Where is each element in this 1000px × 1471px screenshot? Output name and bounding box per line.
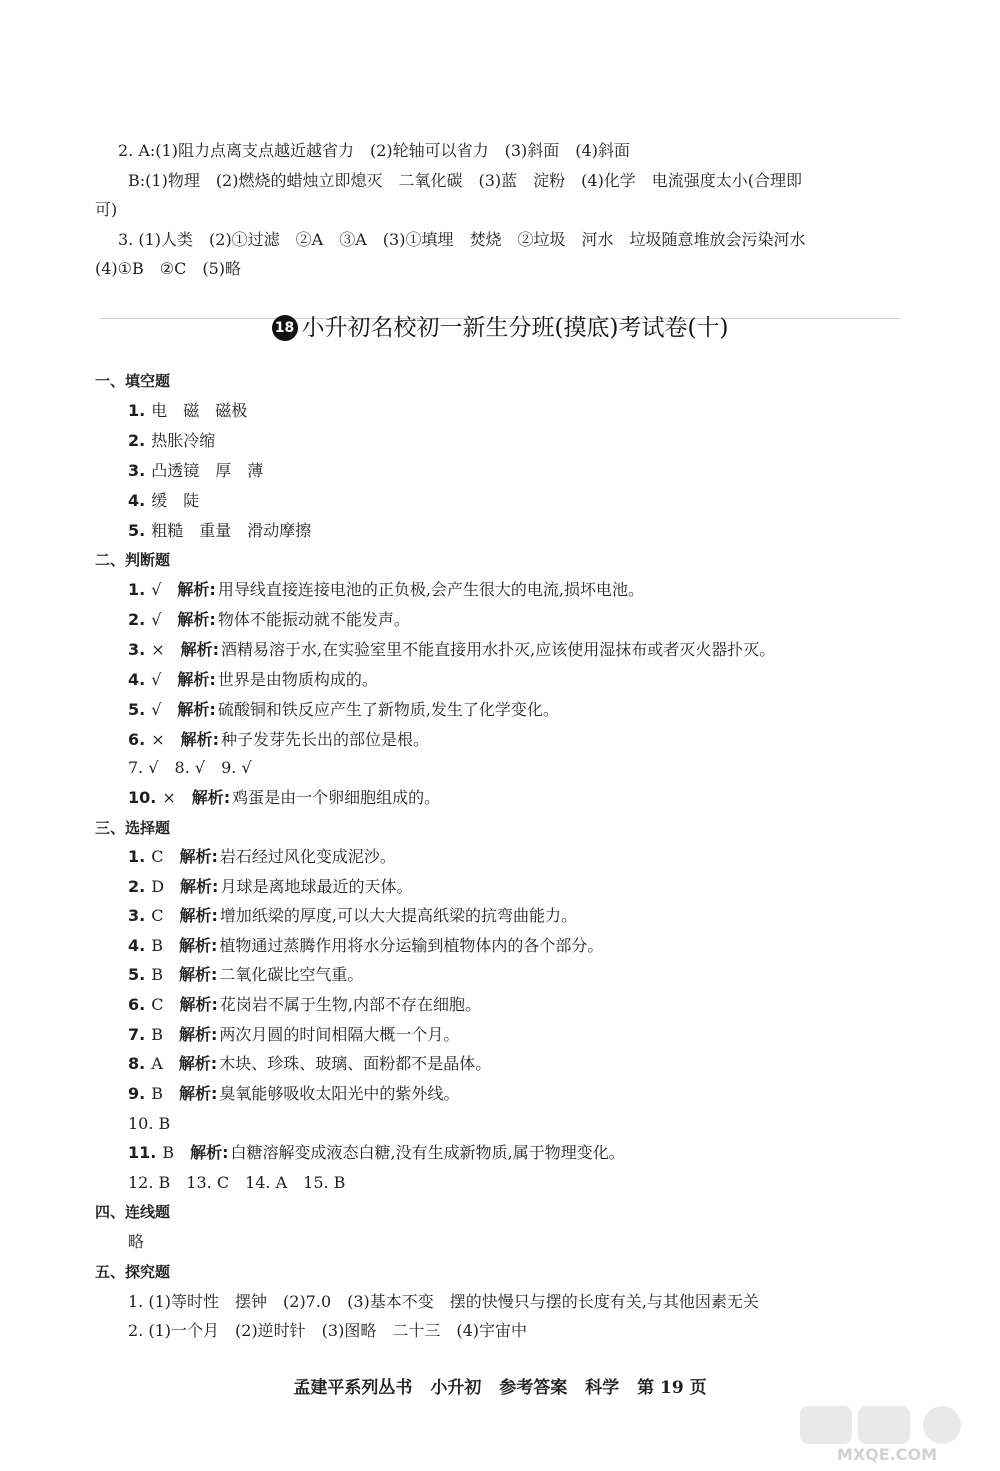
heading-fill-blank: 一、填空题	[95, 372, 171, 390]
item-number: 9.	[128, 1083, 146, 1103]
analysis-text: 臭氧能够吸收太阳光中的紫外线。	[219, 1083, 460, 1103]
analysis-label: 解析:	[180, 876, 219, 896]
item-number: 5.	[128, 700, 146, 719]
item-number: 4.	[128, 670, 146, 689]
tf-10-text: 鸡蛋是由一个卵细胞组成的。	[232, 788, 441, 807]
tf-10-number: 10.	[128, 788, 157, 807]
choice-row	[128, 935, 603, 957]
choice-row-10: 10. B	[128, 1114, 171, 1133]
item-answer: 电 磁 磁极	[151, 401, 248, 420]
item-number: 8.	[128, 1054, 146, 1074]
fill-blank-row	[128, 400, 247, 422]
fill-blank-row	[128, 460, 263, 482]
inquiry-q1: 1. (1)等时性 摆钟 (2)7.0 (3)基本不变 摆的快慢只与摆的长度有关,与其他因素无关	[128, 1292, 759, 1311]
footer-series: 孟建平系列丛书	[293, 1378, 413, 1398]
item-answer: √	[151, 700, 162, 719]
analysis-text: 种子发芽先长出的部位是根。	[221, 730, 430, 749]
item-answer: ×	[151, 730, 165, 749]
item-answer: B	[151, 1024, 163, 1044]
item-answer: 热胀冷缩	[151, 431, 216, 450]
item-answer: C	[151, 995, 164, 1014]
item-number: 1.	[128, 847, 146, 866]
item-number: 2.	[128, 876, 146, 896]
analysis-label: 解析:	[179, 847, 218, 866]
tf-row-7-9: 7. √ 8. √ 9. √	[128, 758, 252, 777]
analysis-label: 解析:	[177, 670, 216, 689]
watermark-text: MXQE.COM	[836, 1445, 938, 1464]
item-number: 2.	[128, 431, 146, 450]
heading-true-false: 二、判断题	[95, 551, 171, 569]
analysis-label: 解析:	[178, 935, 218, 955]
item-number: 5.	[128, 521, 146, 540]
choice-11-label: 解析:	[190, 1143, 229, 1162]
analysis-label: 解析:	[179, 906, 218, 926]
tf-row-10	[128, 787, 440, 809]
analysis-text: 花岗岩不属于生物,内部不存在细胞。	[219, 995, 481, 1014]
item-answer: √	[151, 580, 162, 599]
item-answer: B	[151, 965, 163, 985]
item-number: 1.	[128, 401, 146, 420]
heading-choice: 三、选择题	[95, 819, 171, 837]
analysis-text: 增加纸梁的厚度,可以大大提高纸梁的抗弯曲能力。	[219, 906, 577, 926]
analysis-label: 解析:	[177, 580, 216, 599]
tf-10-answer: ×	[162, 788, 176, 807]
item-answer: √	[151, 670, 162, 689]
title-number-badge: 18	[272, 315, 298, 341]
title-text: 小升初名校初一新生分班(摸底)考试卷(十)	[301, 315, 729, 341]
choice-row	[128, 1083, 459, 1105]
choice-row	[128, 1024, 459, 1046]
analysis-text: 月球是离地球最近的天体。	[220, 876, 413, 896]
analysis-text: 硫酸铜和铁反应产生了新物质,发生了化学变化。	[217, 700, 559, 719]
item-number: 3.	[128, 906, 146, 926]
analysis-text: 二氧化碳比空气重。	[219, 965, 364, 985]
fill-blank-row	[128, 430, 215, 452]
item-number: 4.	[128, 491, 146, 510]
prev-q2b-line2: 可)	[95, 200, 118, 219]
item-answer: 缓 陡	[151, 491, 200, 510]
analysis-text: 世界是由物质构成的。	[217, 670, 378, 689]
item-number: 3.	[128, 640, 146, 659]
true-false-row	[128, 699, 559, 721]
prev-q2b-line1: B:(1)物理 (2)燃烧的蜡烛立即熄灭 二氧化碳 (3)蓝 淀粉 (4)化学 电流强度太小(合理即	[128, 171, 803, 190]
analysis-text: 酒精易溶于水,在实验室里不能直接用水扑灭,应该使用湿抹布或者灭火器扑灭。	[221, 640, 776, 659]
item-answer: D	[151, 876, 165, 896]
analysis-label: 解析:	[180, 640, 220, 659]
analysis-label: 解析:	[179, 995, 218, 1014]
choice-row	[128, 846, 396, 868]
choice-row	[128, 964, 363, 986]
choice-row-11	[128, 1142, 625, 1164]
item-number: 3.	[128, 461, 146, 480]
inquiry-q2: 2. (1)一个月 (2)逆时针 (3)图略 二十三 (4)宇宙中	[128, 1321, 528, 1340]
item-answer: ×	[151, 640, 165, 659]
item-number: 5.	[128, 965, 146, 985]
item-answer: C	[151, 906, 164, 926]
fill-blank-row	[128, 490, 199, 512]
tf-10-label: 解析:	[191, 788, 231, 807]
page-title	[0, 312, 1000, 344]
true-false-row	[128, 609, 410, 631]
choice-11-text: 白糖溶解变成液态白糖,没有生成新物质,属于物理变化。	[230, 1143, 625, 1162]
item-answer: 粗糙 重量 滑动摩擦	[151, 521, 312, 540]
analysis-text: 两次月圆的时间相隔大概一个月。	[219, 1024, 460, 1044]
prev-q2a: 2. A:(1)阻力点离支点越近越省力 (2)轮轴可以省力 (3)斜面 (4)斜面	[118, 141, 630, 160]
analysis-text: 物体不能振动就不能发声。	[217, 610, 410, 629]
heading-inquiry: 五、探究题	[95, 1263, 171, 1281]
analysis-label: 解析:	[178, 965, 218, 985]
item-answer: B	[151, 1083, 163, 1103]
footer-grade: 小升初	[430, 1378, 482, 1398]
analysis-label: 解析:	[177, 700, 216, 719]
watermark-logo	[792, 1404, 982, 1464]
item-answer: A	[151, 1054, 163, 1074]
choice-row	[128, 994, 481, 1016]
item-number: 2.	[128, 610, 146, 629]
heading-matching: 四、连线题	[95, 1203, 171, 1221]
fill-blank-row	[128, 520, 311, 542]
analysis-label: 解析:	[178, 1083, 218, 1103]
choice-row	[128, 876, 412, 898]
item-number: 1.	[128, 580, 146, 599]
choice-11-number: 11.	[128, 1143, 157, 1162]
analysis-label: 解析:	[178, 1054, 218, 1074]
analysis-text: 岩石经过风化变成泥沙。	[219, 847, 396, 866]
item-answer: B	[151, 935, 163, 955]
analysis-label: 解析:	[178, 1024, 218, 1044]
true-false-row	[128, 729, 429, 751]
page-footer	[0, 1376, 1000, 1400]
true-false-row	[128, 579, 644, 601]
analysis-text: 木块、珍珠、玻璃、面粉都不是晶体。	[219, 1054, 492, 1074]
footer-subject: 科学	[585, 1378, 620, 1398]
choice-row-12-15: 12. B 13. C 14. A 15. B	[128, 1173, 346, 1192]
choice-row	[128, 1053, 491, 1075]
choice-row	[128, 905, 577, 927]
prev-q3-line2: (4)①B ②C (5)略	[95, 259, 242, 278]
prev-q3-line1: 3. (1)人类 (2)①过滤 ②A ③A (3)①填埋 焚烧 ②垃圾 河水 垃圾随意堆放会污染河水	[118, 230, 806, 249]
analysis-text: 用导线直接连接电池的正负极,会产生很大的电流,损坏电池。	[217, 580, 645, 599]
analysis-text: 植物通过蒸腾作用将水分运输到植物体内的各个部分。	[219, 935, 604, 955]
item-answer: √	[151, 610, 162, 629]
item-answer: 凸透镜 厚 薄	[151, 461, 264, 480]
footer-page: 第 19 页	[637, 1378, 707, 1398]
true-false-row	[128, 639, 775, 661]
footer-kind: 参考答案	[499, 1378, 568, 1398]
matching-answer: 略	[128, 1232, 145, 1251]
choice-11-answer: B	[162, 1143, 175, 1162]
analysis-label: 解析:	[177, 610, 216, 629]
true-false-row	[128, 669, 378, 691]
analysis-label: 解析:	[180, 730, 220, 749]
item-number: 6.	[128, 995, 146, 1014]
item-number: 7.	[128, 1024, 146, 1044]
item-answer: C	[151, 847, 164, 866]
item-number: 6.	[128, 730, 146, 749]
item-number: 4.	[128, 935, 146, 955]
